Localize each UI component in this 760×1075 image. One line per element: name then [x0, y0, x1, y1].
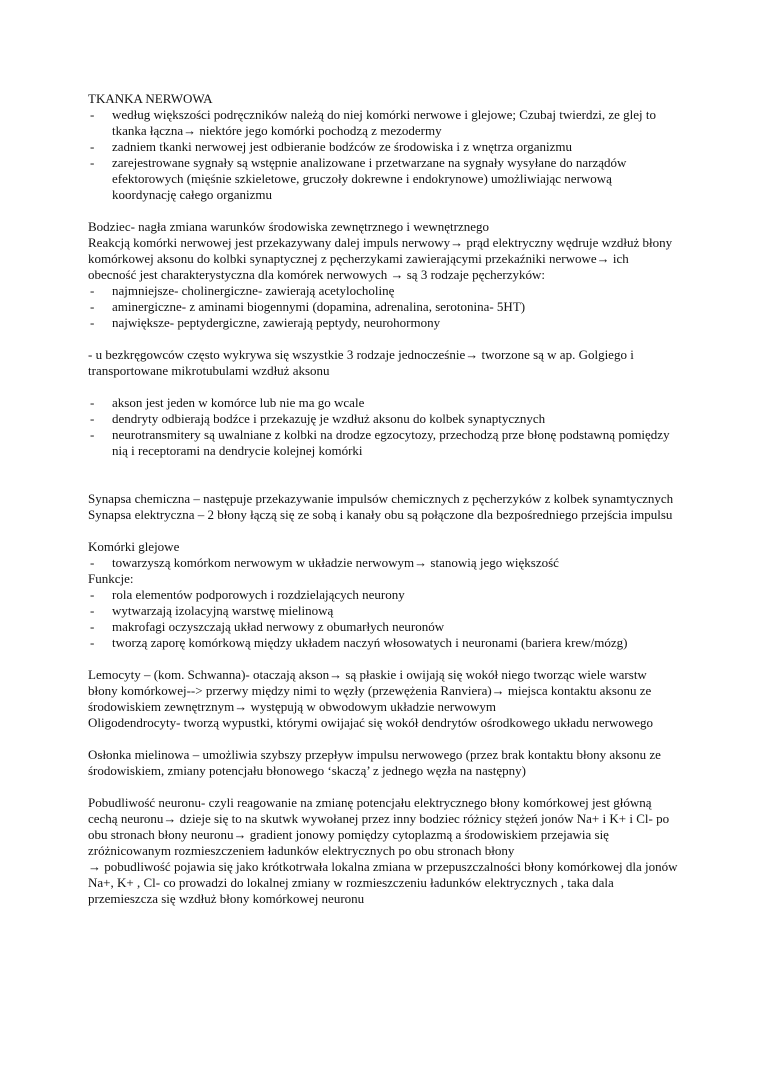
list-item: - rola elementów podporowych i rozdzielających neurony [88, 587, 678, 603]
list-item: - towarzyszą komórkom nerwowym w układzie nerwowym→ stanowią jego większość [88, 555, 678, 571]
list-item: - akson jest jeden w komórce lub nie ma go wcale [88, 395, 678, 411]
list-item: - zadniem tkanki nerwowej jest odbieranie bodźców ze środowiska i z wnętrza organizmu [88, 139, 678, 155]
paragraph-invertebrates: - u bezkręgowców często wykrywa się wszystkie 3 rodzaje jednocześnie→ tworzone są w ap. Golgiego i transportowane mikrotubulami wzdłuż aksonu [88, 347, 634, 378]
list-axon [88, 395, 678, 459]
list-item: - zarejestrowane sygnały są wstępnie analizowane i przetwarzane na sygnały wysyłane do narządów efektorowych (mięśnie szkieletowe, gruczoły dokrewne i endokrynowe) umożliwiając nerwową koordynację całego organizmu [88, 155, 678, 203]
document-title: TKANKA NERWOWA [88, 91, 213, 106]
paragraph-myelin: Osłonka mielinowa – umożliwia szybszy przepływ impulsu nerwowego (przez brak kontaktu błony aksonu ze środowiskiem, zmiany potencjału błonowego ‘skaczą’ z jednego węzła na następny) [88, 747, 661, 778]
list-vesicles [88, 283, 678, 331]
paragraph-excitability: Pobudliwość neuronu- czyli reagowanie na zmianę potencjału elektrycznego błony komórkowej jest główną cechą neuronu→ dzieje się to na skutwk wywołanej przez inny bodziec różnicy stężeń jonów Na+ i K+ i Cl- po obu stronach błony neuronu→ gradient jonowy pomiędzy cytoplazmą a środowiskiem przejawia się zróżnicowanym rozmieszczeniem ładunków elektrycznych po obu stronach błony → pobudliwość pojawia się jako krótkotrwała lokalna zmiana w przepuszczalności błony komórkowej dla jonów Na+, K+ , Cl- co prowadzi do lokalnej zmiany w rozmieszczeniu ładunków elektrycznych , taka dala przemieszcza się wzdłuż błony komórkowej neuronu [88, 795, 678, 906]
list-item: - aminergiczne- z aminami biogennymi (dopamina, adrenalina, serotonina- 5HT) [88, 299, 678, 315]
paragraph-bodziec: Bodziec- nagła zmiana warunków środowiska zewnętrznego i wewnętrznego Reakcją komórki nerwowej jest przekazywany dalej impuls nerwowy→ prąd elektryczny wędruje wzdłuż błony komórkowej aksonu do kolbki synaptycznej z pęcherzykami zawierającymi przekaźniki nerwowe→ ich obecność jest charakterystyczna dla komórek nerwowych → są 3 rodzaje pęcherzyków: [88, 219, 673, 282]
list-item: - według większości podręczników należą do niej komórki nerwowe i glejowe; Czubaj twierdzi, ze glej to tkanka łączna→ niektóre jego komórki pochodzą z mezodermy [88, 107, 678, 139]
document-body [88, 91, 678, 907]
list-item: - najmniejsze- cholinergiczne- zawierają acetylocholinę [88, 283, 678, 299]
list-functions [88, 587, 678, 651]
section-heading-glia: Komórki glejowe [88, 539, 180, 554]
list-item: - dendryty odbierają bodźce i przekazuję je wzdłuż aksonu do kolbek synaptycznych [88, 411, 678, 427]
list-item: - makrofagi oczyszczają układ nerwowy z obumarłych neuronów [88, 619, 678, 635]
paragraph-lemocytes: Lemocyty – (kom. Schwanna)- otaczają akson→ są płaskie i owijają się wokół niego tworząc wiele warstw błony komórkowej--> przerwy między nimi to węzły (przewężenia Ranviera)→ miejsca kontaktu aksonu ze środowiskiem zewnętrznym→ występują w obwodowym układzie nerwowym Oligodendrocyty- tworzą wypustki, którymi owijajać się wokół dendrytów ośrodkowego układu nerwowego [88, 667, 654, 730]
functions-label: Funkcje: [88, 571, 134, 586]
paragraph-synapse: Synapsa chemiczna – następuje przekazywanie impulsów chemicznych z pęcherzyków z kolbek synamtycznych Synapsa elektryczna – 2 błony łączą się ze sobą i kanały obu są połączone dla bezpośredniego przejścia impulsu [88, 491, 674, 522]
list-item: - neurotransmitery są uwalniane z kolbki na drodze egzocytozy, przechodzą prze błonę podstawną pomiędzy nią i receptorami na dendrycie kolejnej komórki [88, 427, 678, 459]
list-item: - największe- peptydergiczne, zawierają peptydy, neurohormony [88, 315, 678, 331]
list-item: - wytwarzają izolacyjną warstwę mielinową [88, 603, 678, 619]
list-item: - tworzą zaporę komórkową między układem naczyń włosowatych i neuronami (bariera krew/mózg) [88, 635, 678, 651]
list-intro [88, 107, 678, 203]
